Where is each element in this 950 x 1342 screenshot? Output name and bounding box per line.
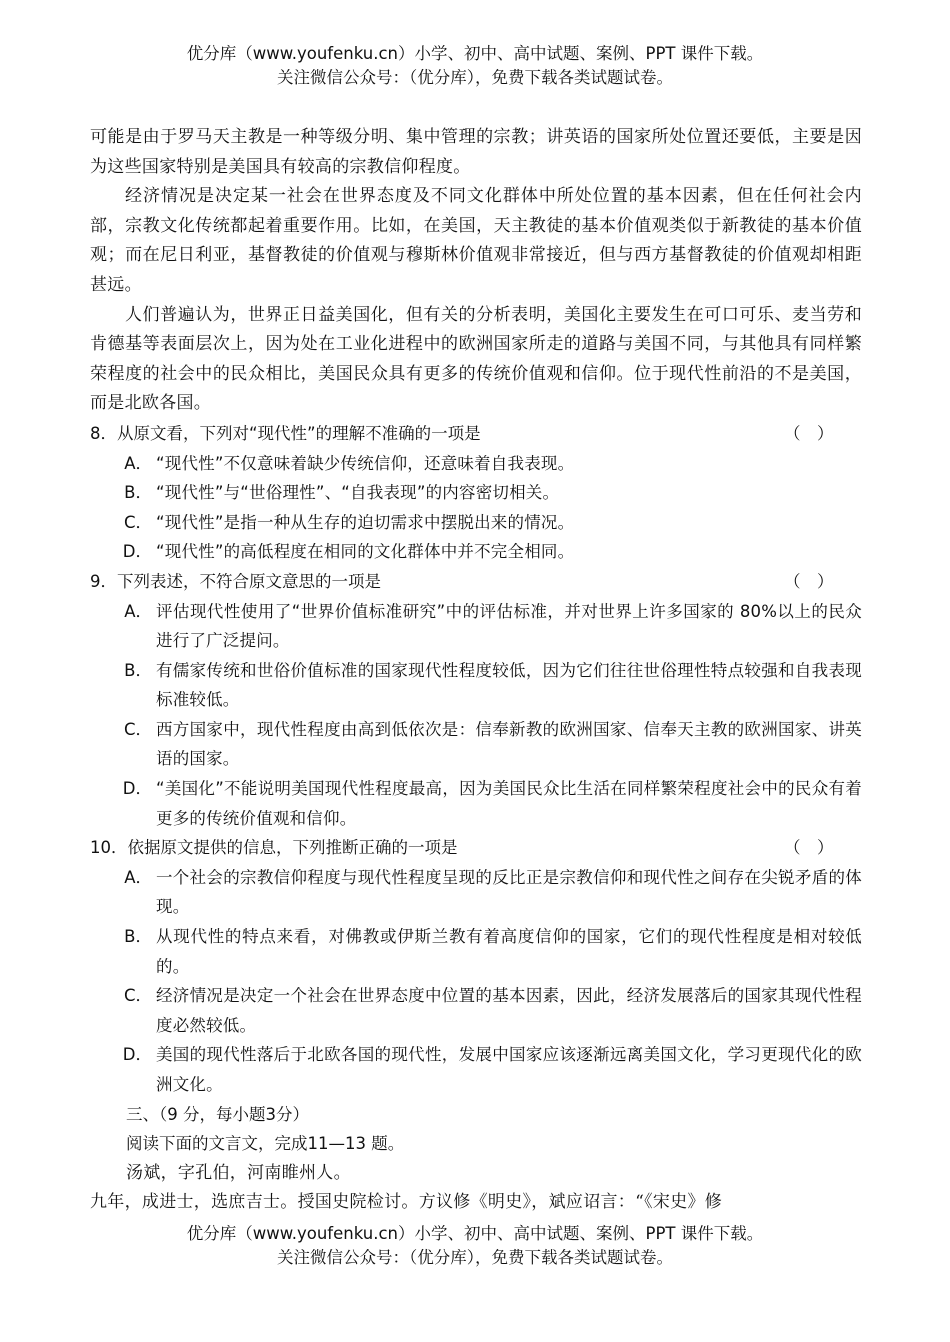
option-text: 西方国家中，现代性程度由高到低依次是：信奉新教的欧洲国家、信奉天主教的欧洲国家、讲英语的国家。 <box>156 719 862 769</box>
answer-bracket: （ ） <box>784 838 834 858</box>
option-a <box>90 863 862 922</box>
section-instruction: 阅读下面的文言文，完成11—13 题。 <box>126 1134 405 1154</box>
question-text: 依据原文提供的信息，下列推断正确的一项是 <box>127 838 458 858</box>
section-3 <box>90 1100 862 1218</box>
section-title: 三、（9 分，每小题3分） <box>126 1104 309 1124</box>
classical-text-line-2: 九年，成进士，选庶吉士。授国史院检讨。方议修《明史》，斌应诏言：“《宋史》修 <box>90 1192 723 1213</box>
footer-line-1: 优分库（www.youfenku.cn）小学、初中、高中试题、案例、PPT 课件下载。 <box>186 1224 764 1243</box>
option-letter: B． <box>124 483 152 503</box>
option-letter: B． <box>124 927 152 947</box>
footer-line-2: 关注微信公众号：（优分库），免费下载各类试题试卷。 <box>277 1248 673 1267</box>
option-b <box>90 656 862 715</box>
classical-text-line-1: 汤斌，字孔伯，河南睢州人。 <box>126 1162 351 1183</box>
option-letter: C． <box>123 512 152 532</box>
option-c <box>90 508 862 538</box>
option-text: “现代性”的高低程度在相同的文化群体中并不完全相同。 <box>156 542 575 562</box>
option-text: 评估现代性使用了“世界价值标准研究”中的评估标准，并对世界上许多国家的 80%以上的民众进行了广泛提问。 <box>156 601 862 651</box>
passage-paragraph-3: 人们普遍认为，世界正日益美国化，但有关的分析表明，美国化主要发生在可口可乐、麦当劳和肯德基等表面层次上，因为处在工业化进程中的欧洲国家所走的道路与美国不同，与其他具有同样繁荣程度的社会中的民众相比，美国民众具有更多的传统价值观和信仰。位于现代性前沿的不是美国，而是北欧各国。 <box>90 304 862 414</box>
option-b <box>90 478 862 508</box>
question-text: 下列表述，不符合原文意思的一项是 <box>117 571 381 591</box>
question-stem <box>90 419 862 449</box>
option-letter: C． <box>123 986 152 1006</box>
passage-paragraph-2: 经济情况是决定某一社会在世界态度及不同文化群体中所处位置的基本因素，但在任何社会内部，宗教文化传统都起着重要作用。比如，在美国，天主教徒的基本价值观类似于新教徒的基本价值观；而在尼日利亚，基督教徒的价值观与穆斯林价值观非常接近，但与西方基督教徒的价值观却相距甚远。 <box>90 186 862 295</box>
question-9 <box>90 567 862 833</box>
question-10 <box>90 833 862 1099</box>
option-text: “现代性”不仅意味着缺少传统信仰，还意味着自我表现。 <box>156 453 575 473</box>
question-number: 8． <box>90 423 117 443</box>
option-letter: D． <box>122 779 152 799</box>
option-a <box>90 597 862 656</box>
header-line-2: 关注微信公众号：（优分库），免费下载各类试题试卷。 <box>277 68 673 87</box>
option-text: “现代性”与“世俗理性”、“自我表现”的内容密切相关。 <box>156 483 560 503</box>
option-text: “现代性”是指一种从生存的迫切需求中摆脱出来的情况。 <box>156 512 575 532</box>
option-b <box>90 922 862 981</box>
question-8 <box>90 419 862 567</box>
page-footer <box>0 1222 950 1270</box>
option-text: 从现代性的特点来看，对佛教或伊斯兰教有着高度信仰的国家，它们的现代性程度是相对较低的。 <box>156 927 862 976</box>
option-text: 有儒家传统和世俗价值标准的国家现代性程度较低，因为它们往往世俗理性特点较强和自我表现标准较低。 <box>156 660 862 710</box>
header-line-1: 优分库（www.youfenku.cn）小学、初中、高中试题、案例、PPT 课件下载。 <box>186 44 764 63</box>
option-c <box>90 981 862 1040</box>
option-d <box>90 537 862 567</box>
question-text: 从原文看，下列对“现代性”的理解不准确的一项是 <box>117 423 481 443</box>
question-stem <box>90 567 862 597</box>
option-letter: D． <box>122 1045 152 1065</box>
option-letter: A． <box>124 601 152 621</box>
passage-paragraph-1: 可能是由于罗马天主教是一种等级分明、集中管理的宗教；讲英语的国家所处位置还要低，主要是因为这些国家特别是美国具有较高的宗教信仰程度。 <box>90 127 862 177</box>
option-letter: B． <box>124 660 152 680</box>
option-letter: C． <box>123 719 152 739</box>
document-body <box>90 123 862 1218</box>
answer-bracket: （ ） <box>784 571 834 591</box>
option-text: 美国的现代性落后于北欧各国的现代性，发展中国家应该逐渐远离美国文化，学习更现代化的欧洲文化。 <box>156 1045 862 1094</box>
option-letter: D． <box>122 542 152 562</box>
question-stem <box>90 833 862 863</box>
option-letter: A． <box>124 453 152 473</box>
option-text: “美国化”不能说明美国现代性程度最高，因为美国民众比生活在同样繁荣程度社会中的民众有着更多的传统价值观和信仰。 <box>156 779 862 828</box>
option-c <box>90 715 862 774</box>
question-number: 9． <box>90 571 117 591</box>
page-header <box>0 42 950 90</box>
option-d <box>90 1040 862 1099</box>
option-letter: A． <box>124 867 152 887</box>
option-text: 经济情况是决定一个社会在世界态度中位置的基本因素，因此，经济发展落后的国家其现代性程度必然较低。 <box>156 986 862 1035</box>
answer-bracket: （ ） <box>784 423 834 443</box>
option-a <box>90 449 862 479</box>
question-number: 10． <box>90 838 128 858</box>
option-text: 一个社会的宗教信仰程度与现代性程度呈现的反比正是宗教信仰和现代性之间存在尖锐矛盾的体现。 <box>156 867 862 917</box>
option-d <box>90 774 862 833</box>
